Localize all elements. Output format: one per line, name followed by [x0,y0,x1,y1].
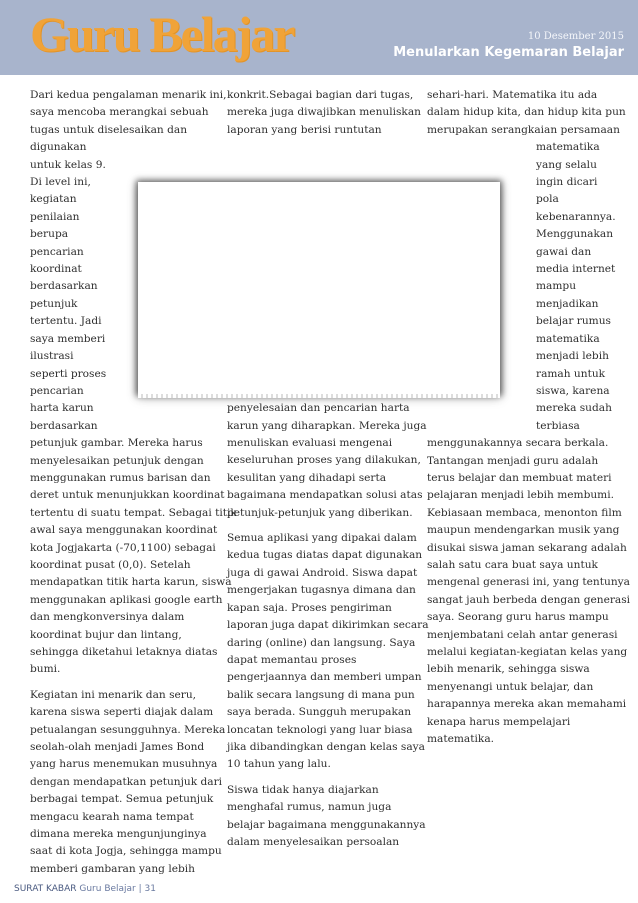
paragraph [30,687,226,878]
text-line: awal saya menggunakan koordinat [30,524,218,537]
text-line: menjadikan [536,297,599,310]
text-line: daring (online) dan langsung. Saya [227,636,416,649]
text-line: Kebiasaan membaca, menonton film [427,506,622,519]
text-line: Di level ini, [30,176,91,189]
text-line: saya memberi [30,332,106,345]
text-line: media internet [536,263,616,276]
text-line: pola [536,193,559,206]
text-line: disukai siswa jaman sekarang adalah [427,541,627,554]
text-line: kedua tugas diatas dapat digunakan [227,549,423,562]
text-line: mereka juga diwajibkan menuliskan [227,106,421,119]
text-line: karena siswa seperti diajak dalam [30,706,214,719]
paragraph [227,400,427,522]
text-line: seperti proses [30,367,107,380]
text-line: laporan juga dapat dikirimkan secara [227,619,429,632]
text-line: balik secara langsung di mana pun [227,688,415,701]
text-line: mengacu kearah nama tempat [30,810,194,823]
text-line: kegiatan [30,193,77,206]
text-line: menggunakan aplikasi google earth [30,593,223,606]
text-line: melalui kegiatan-kegiatan kelas yang [427,646,628,658]
text-line: menggunakannya secara berkala. [427,437,609,450]
paragraph [227,530,429,774]
text-line: koordinat pusat (0,0). Setelah [30,558,191,571]
text-line: Siswa tidak hanya diajarkan [227,783,379,796]
text-line: petunjuk gambar. Mereka harus [30,437,203,450]
page-number: Guru Belajar | 31 [79,884,156,894]
text-line: petunjuk-petunjuk yang diberikan. [227,506,413,519]
text-line: berdasarkan [30,280,98,293]
text-line: berupa [30,228,69,241]
text-line: tertentu. Jadi [30,315,102,328]
text-line: koordinat [30,263,82,276]
text-line: dapat memantau proses [227,653,357,666]
text-line: pengerjaannya dan memberi umpan [227,671,422,684]
text-line: dengan mendapatkan petunjuk dari [30,775,223,788]
text-line: Tantangan menjadi guru adalah [427,454,599,467]
text-line: saya mencoba merangkai sebuah [30,106,209,119]
text-line: yang harus menemukan musuhnya [30,758,218,771]
text-line: kota Jogjakarta (-70,1100) sebagai [30,541,216,554]
text-line: gawai dan [536,245,592,258]
text-line: pencarian [30,384,84,397]
text-line: saat di kota Jogja, sehingga mampu [30,845,222,858]
text-line: petualangan sesungguhnya. Mereka [30,723,226,736]
text-line: sehingga diketahui letaknya diatas [30,646,218,658]
text-line: ilustrasi [30,350,74,363]
text-line: pencarian [30,245,84,258]
text-line: konkrit.Sebagai bagian dari tugas, [227,89,414,101]
paragraph [227,782,426,852]
text-line: mampu [536,280,577,293]
text-line: seolah-olah menjadi James Bond [30,741,205,754]
text-line: dalam menyelesaikan persoalan [227,835,400,848]
text-line: karun yang diharapkan. Mereka juga [227,419,427,432]
text-line: tugas untuk diselesaikan dan [30,123,188,136]
text-line: sehari-hari. Matematika itu ada [427,89,598,101]
text-line: tertentu di suatu tempat. Sebagai titik [30,506,237,519]
text-line: Kegiatan ini menarik dan seru, [30,688,197,701]
text-line: belajar bagaimana menggunakannya [227,818,426,831]
text-line: digunakan [30,141,87,154]
text-line: merupakan serangkaian persamaan [427,123,620,136]
text-line: harta karun [30,402,94,415]
text-line: memberi gambaran yang lebih [30,862,195,875]
page-footer [14,884,156,894]
text-line: bagaimana mendapatkan solusi atas [227,489,423,502]
text-line: harapannya mereka akan memahami [427,698,627,711]
text-line: menjadi lebih [536,350,609,363]
text-line: deret untuk menunjukkan koordinat [30,489,225,502]
text-line: laporan yang berisi runtutan [227,123,382,136]
text-line: bumi. [30,663,61,676]
text-line: koordinat bujur dan lintang, [30,628,182,641]
text-line: ingin dicari [536,176,598,189]
text-line: Semua aplikasi yang dipakai dalam [227,532,417,545]
text-line: loncatan teknologi yang luar biasa [227,723,413,736]
text-line: mereka sudah [536,402,612,415]
text-line: penyelesaian dan pencarian harta [227,402,410,415]
publication-name: SURAT KABAR [14,884,77,894]
text-line: matematika [536,141,600,154]
text-line: dan mengkonversinya dalam [30,611,185,624]
text-line: terus belajar dan membuat materi [427,471,612,484]
text-line: untuk kelas 9. [30,158,106,171]
text-line: lebih menarik, sehingga siswa [427,663,590,676]
text-line: keseluruhan proses yang dilakukan, [227,454,421,467]
text-line: kesulitan yang dihadapi serta [227,471,387,484]
text-line: berdasarkan [30,419,98,432]
text-line: jika dibandingkan dengan kelas saya [227,740,425,753]
text-line: dalam hidup kita, dan hidup kita pun [427,106,626,119]
text-line: belajar rumus [536,315,611,328]
text-line: kebenarannya. [536,210,616,223]
paragraph [427,87,626,139]
text-line: saya. Seorang guru harus mampu [427,611,609,624]
text-line: mengerjakan tugasnya dimana dan [227,584,416,597]
masthead-logo: Guru Belajar [30,6,294,62]
text-line: yang selalu [536,158,597,171]
text-line: menuliskan evaluasi mengenai [227,437,393,450]
text-line: Menggunakan [536,228,614,241]
text-line: ramah untuk [536,367,606,380]
text-line: matematika [536,332,600,345]
text-line: terbiasa [536,419,580,432]
text-line: petunjuk [30,297,78,310]
text-line: Dari kedua pengalaman menarik ini, [30,89,227,101]
text-line: menyenangi untuk belajar, dan [427,680,594,693]
text-line: 10 tahun yang lalu. [227,758,331,771]
page-header [0,0,638,75]
text-line: berbagai tempat. Semua petunjuk [30,793,214,806]
article-photo-frame [138,182,500,394]
text-line: kapan saja. Proses pengiriman [227,601,392,614]
text-line: maupun mendengarkan musik yang [427,524,620,537]
paragraph [227,87,421,139]
issue-date: 10 Desember 2015 [527,31,624,42]
text-line: matematika. [427,733,494,746]
text-line: siswa, karena [536,384,610,397]
text-line: saya berada. Sungguh merupakan [227,706,412,719]
text-line: mendapatkan titik harta karun, siswa [30,576,232,589]
text-line: dimana mereka mengunjunginya [30,828,207,841]
masthead-tagline: Menularkan Kegemaran Belajar [393,45,624,60]
text-line: sangat jauh berbeda dengan generasi [427,593,631,606]
text-line: salah satu cara buat saya untuk [427,558,598,571]
text-line: menggunakan rumus barisan dan [30,471,211,484]
paragraph [427,435,631,748]
text-line: kenapa harus mempelajari [427,715,571,728]
text-line: menjembatani celah antar generasi [427,628,618,641]
text-line: penilaian [30,210,80,223]
text-line: juga di gawai Android. Siswa dapat [227,566,418,579]
text-line: mengenal generasi ini, yang tentunya [427,576,630,589]
text-line: menghafal rumus, namun juga [227,801,392,814]
text-line: pelajaran menjadi lebih membumi. [427,489,614,502]
text-line: menyelesaikan petunjuk dengan [30,454,204,467]
